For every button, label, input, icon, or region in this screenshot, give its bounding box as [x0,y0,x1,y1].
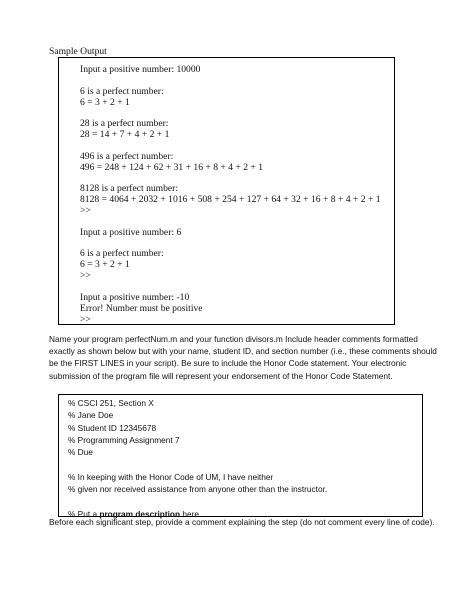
output-block [80,64,394,75]
sample-output-caption: Sample Output [49,46,107,57]
output-block [80,183,394,216]
output-block [80,292,394,325]
output-line: 6 is a perfect number: [80,85,164,97]
output-block [80,227,394,238]
output-line: Input a positive number: -10 [80,291,190,303]
put-prefix: % Put a [68,508,100,519]
sample-output-box [58,57,395,325]
output-line: 496 is a perfect number: [80,150,174,162]
header-comment-line: % Programming Assignment 7 [68,434,180,445]
header-comment-line: % CSCI 251, Section X [68,398,154,408]
output-prompt: >> [80,205,91,216]
output-block [80,248,394,281]
program-description-bold: program description [99,508,181,519]
output-block [80,151,394,173]
header-template-box [58,394,423,517]
output-line: 6 = 3 + 2 + 1 [80,96,130,108]
output-line: Error! Number must be positive [80,302,203,314]
header-comment-line: % Jane Doe [68,410,114,421]
output-line: 6 is a perfect number: [80,248,164,259]
output-line: 496 = 248 + 124 + 62 + 31 + 16 + 8 + 4 + 2 + 1 [80,161,264,173]
header-comment-line: % Due [68,447,93,458]
output-line: 6 = 3 + 2 + 1 [80,259,130,270]
output-line: 28 is a perfect number: [80,118,169,129]
output-line: Input a positive number: 10000 [80,64,201,75]
honor-code-line: % In keeping with the Honor Code of UM, I have neither [68,471,274,482]
comment-instructions-paragraph: Before each significant step, provide a comment explaining the step (do not comment every line of code). [49,517,435,527]
output-line: 8128 is a perfect number: [80,183,179,194]
header-comment-line: % Student ID 12345678 [68,422,157,433]
instructions-paragraph: Name your program perfectNum.m and your function divisors.m Include header comments formatted exactly as shown below but with your name, student ID, and section number (i.e., these comments should be the FIRST LINES in your script). Be sure to include the Honor Code statement. Your electronic submission of the program file will represent your endorsement of the Honor Code Statement. [49,334,437,381]
output-prompt: >> [80,270,91,281]
put-suffix: here. [180,508,202,519]
output-line: 28 = 14 + 7 + 4 + 2 + 1 [80,129,170,140]
output-block [80,118,394,140]
output-block [80,86,394,108]
output-prompt: >> [80,313,91,325]
output-line: Input a positive number: 6 [80,226,182,238]
output-line: 8128 = 4064 + 2032 + 1016 + 508 + 254 + 127 + 64 + 32 + 16 + 8 + 4 + 2 + 1 [80,194,381,205]
honor-code-line: % given nor received assistance from anyone other than the instructor. [68,484,328,495]
